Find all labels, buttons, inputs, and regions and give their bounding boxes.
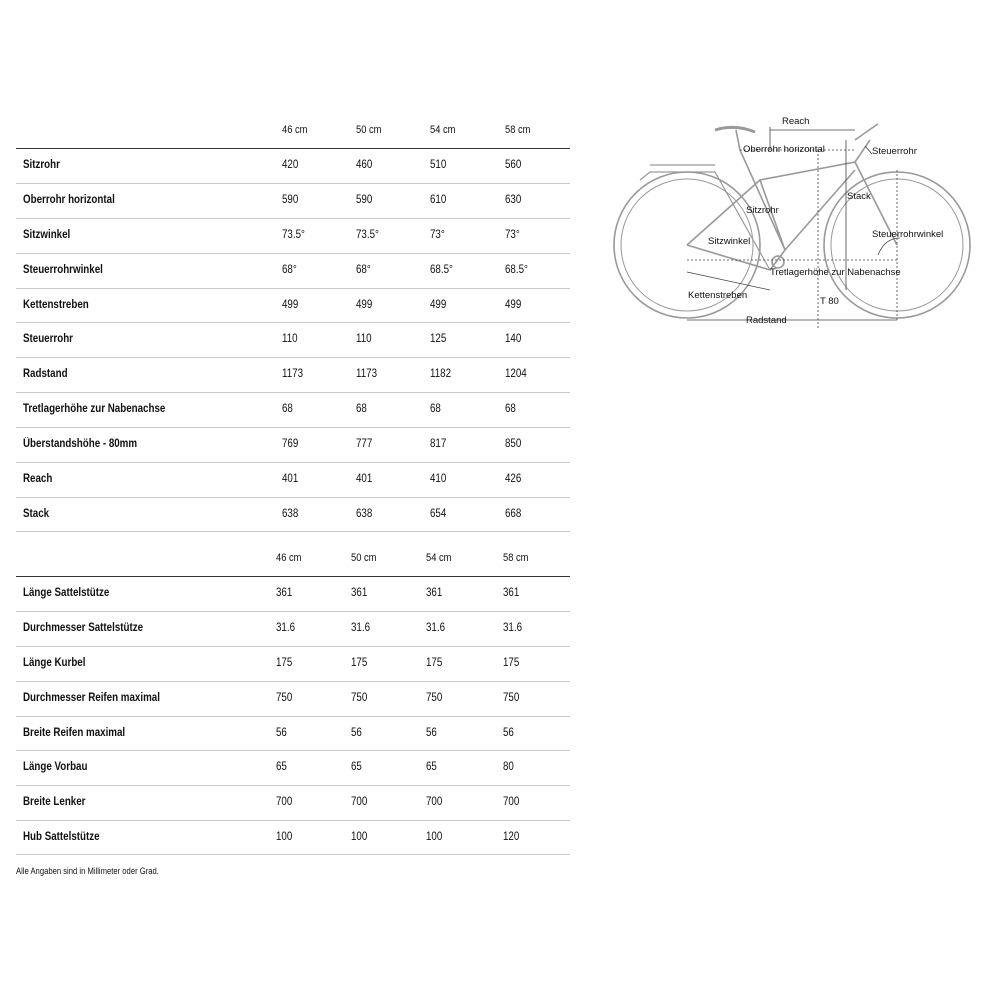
row-label: Sitzwinkel xyxy=(23,228,71,241)
row-label: Oberrohr horizontal xyxy=(23,193,115,206)
table-row xyxy=(16,288,570,323)
label-chainstays: Kettenstreben xyxy=(688,290,748,301)
table-row xyxy=(16,785,570,820)
row-value: 361 xyxy=(276,587,293,599)
row-value: 499 xyxy=(356,298,373,311)
row-value: 1173 xyxy=(356,368,378,381)
size-header-46: 46 cm xyxy=(282,124,308,136)
row-label: Reach xyxy=(23,473,53,486)
row-value: 31.6 xyxy=(276,621,296,634)
table-row xyxy=(16,750,570,785)
row-value: 175 xyxy=(351,656,368,669)
row-label: Überstandshöhe - 80mm xyxy=(23,438,138,451)
bike-geometry-diagram xyxy=(610,110,980,335)
row-label: Durchmesser Reifen maximal xyxy=(23,691,160,704)
table-row xyxy=(16,183,570,218)
table-row xyxy=(16,322,570,357)
footnote: Alle Angaben sind in Millimeter oder Grad. xyxy=(16,866,159,876)
row-value: 426 xyxy=(505,473,522,486)
row-value: 68° xyxy=(356,263,371,276)
row-label: Steuerrohrwinkel xyxy=(23,263,103,276)
row-value: 401 xyxy=(356,473,373,486)
row-value: 73.5° xyxy=(282,228,305,241)
row-value: 56 xyxy=(426,726,437,739)
label-head-tube: Steuerrohr xyxy=(872,146,917,157)
row-value: 654 xyxy=(430,507,447,520)
row-value: 100 xyxy=(276,831,293,844)
row-value: 638 xyxy=(356,507,373,520)
table-row xyxy=(16,148,570,183)
row-value: 120 xyxy=(503,831,520,844)
row-label: Kettenstreben xyxy=(23,298,89,311)
table-row xyxy=(16,427,570,462)
table-row xyxy=(16,357,570,392)
label-standover: T 80 xyxy=(820,296,839,307)
size-header-46: 46 cm xyxy=(276,552,302,564)
row-value: 610 xyxy=(430,193,447,206)
row-value: 401 xyxy=(282,473,299,486)
row-value: 590 xyxy=(282,193,299,206)
row-value: 68.5° xyxy=(430,263,453,276)
row-value: 590 xyxy=(356,193,373,206)
row-label: Radstand xyxy=(23,368,68,381)
row-label: Breite Reifen maximal xyxy=(23,726,126,739)
row-value: 31.6 xyxy=(351,621,371,634)
size-header-58: 58 cm xyxy=(505,124,531,136)
row-value: 460 xyxy=(356,159,373,171)
handlebar xyxy=(855,124,878,140)
row-label: Tretlagerhöhe zur Nabenachse xyxy=(23,403,166,416)
size-header-58: 58 cm xyxy=(503,552,529,564)
table-row xyxy=(16,576,570,611)
row-value: 750 xyxy=(426,691,443,704)
row-value: 73° xyxy=(430,228,445,241)
row-value: 750 xyxy=(276,691,293,704)
row-value: 68° xyxy=(282,263,297,276)
row-value: 175 xyxy=(503,656,520,669)
table-row xyxy=(16,392,570,427)
table-row xyxy=(16,820,570,855)
row-value: 100 xyxy=(351,831,368,844)
row-label: Länge Sattelstütze xyxy=(23,587,110,599)
row-value: 817 xyxy=(430,438,447,451)
row-value: 65 xyxy=(351,761,362,774)
row-value: 560 xyxy=(505,159,522,171)
row-value: 630 xyxy=(505,193,522,206)
size-header-50: 50 cm xyxy=(356,124,382,136)
row-value: 100 xyxy=(426,831,443,844)
row-value: 56 xyxy=(351,726,362,739)
row-value: 361 xyxy=(351,587,368,599)
components-table xyxy=(16,540,570,855)
row-value: 68.5° xyxy=(505,263,528,276)
table-row xyxy=(16,646,570,681)
label-stack: Stack xyxy=(847,191,871,202)
row-value: 361 xyxy=(426,587,443,599)
geometry-table xyxy=(16,112,570,532)
row-label: Länge Vorbau xyxy=(23,761,88,774)
table-row xyxy=(16,681,570,716)
row-value: 769 xyxy=(282,438,299,451)
row-value: 31.6 xyxy=(503,621,523,634)
row-value: 668 xyxy=(505,507,522,520)
label-wheelbase: Radstand xyxy=(746,315,787,326)
label-reach: Reach xyxy=(782,116,810,127)
geometry-size-header xyxy=(16,112,570,148)
row-value: 750 xyxy=(351,691,368,704)
row-value: 65 xyxy=(426,761,437,774)
row-value: 750 xyxy=(503,691,520,704)
row-value: 700 xyxy=(503,796,520,809)
row-label: Hub Sattelstütze xyxy=(23,831,100,844)
row-value: 68 xyxy=(430,403,441,416)
row-label: Durchmesser Sattelstütze xyxy=(23,621,144,634)
row-value: 510 xyxy=(430,159,447,171)
row-value: 110 xyxy=(356,333,372,346)
label-seat-angle: Sitzwinkel xyxy=(708,236,751,247)
row-value: 499 xyxy=(282,298,299,311)
label-head-angle: Steuerrohrwinkel xyxy=(872,229,944,240)
row-label: Länge Kurbel xyxy=(23,656,86,669)
size-header-50: 50 cm xyxy=(351,552,377,564)
row-value: 68 xyxy=(282,403,293,416)
table-row xyxy=(16,716,570,751)
table-row xyxy=(16,253,570,288)
row-value: 68 xyxy=(505,403,516,416)
row-value: 80 xyxy=(503,761,514,774)
row-label: Breite Lenker xyxy=(23,796,86,809)
row-value: 361 xyxy=(503,587,520,599)
row-value: 638 xyxy=(282,507,299,520)
row-value: 1173 xyxy=(282,368,304,381)
seatpost xyxy=(736,130,740,150)
row-value: 850 xyxy=(505,438,522,451)
row-value: 110 xyxy=(282,333,298,346)
row-value: 700 xyxy=(276,796,293,809)
table-row xyxy=(16,462,570,497)
row-value: 1182 xyxy=(430,368,452,381)
row-value: 1204 xyxy=(505,368,527,381)
row-label: Stack xyxy=(23,507,50,520)
row-value: 700 xyxy=(351,796,368,809)
row-label: Sitzrohr xyxy=(23,159,60,171)
table-row xyxy=(16,611,570,646)
row-value: 73° xyxy=(505,228,520,241)
row-value: 175 xyxy=(426,656,443,669)
row-value: 73.5° xyxy=(356,228,379,241)
row-value: 68 xyxy=(356,403,367,416)
row-value: 777 xyxy=(356,438,373,451)
row-value: 56 xyxy=(276,726,287,739)
label-seat-tube: Sitzrohr xyxy=(746,205,779,216)
row-value: 410 xyxy=(430,473,447,486)
frame xyxy=(687,140,897,270)
row-value: 31.6 xyxy=(426,621,446,634)
saddle xyxy=(715,127,755,132)
row-value: 56 xyxy=(503,726,514,739)
row-value: 175 xyxy=(276,656,293,669)
row-label: Steuerrohr xyxy=(23,333,73,346)
size-header-54: 54 cm xyxy=(430,124,456,136)
row-value: 499 xyxy=(430,298,447,311)
row-value: 420 xyxy=(282,159,299,171)
row-value: 700 xyxy=(426,796,443,809)
row-value: 125 xyxy=(430,333,447,346)
table-row xyxy=(16,218,570,253)
label-bb-drop: Tretlagerhöhe zur Nabenachse xyxy=(770,267,901,278)
components-size-header xyxy=(16,540,570,576)
row-value: 499 xyxy=(505,298,522,311)
row-value: 140 xyxy=(505,333,522,346)
size-header-54: 54 cm xyxy=(426,552,452,564)
table-row xyxy=(16,497,570,532)
row-value: 65 xyxy=(276,761,287,774)
label-top-tube: Oberrohr horizontal xyxy=(743,144,825,155)
